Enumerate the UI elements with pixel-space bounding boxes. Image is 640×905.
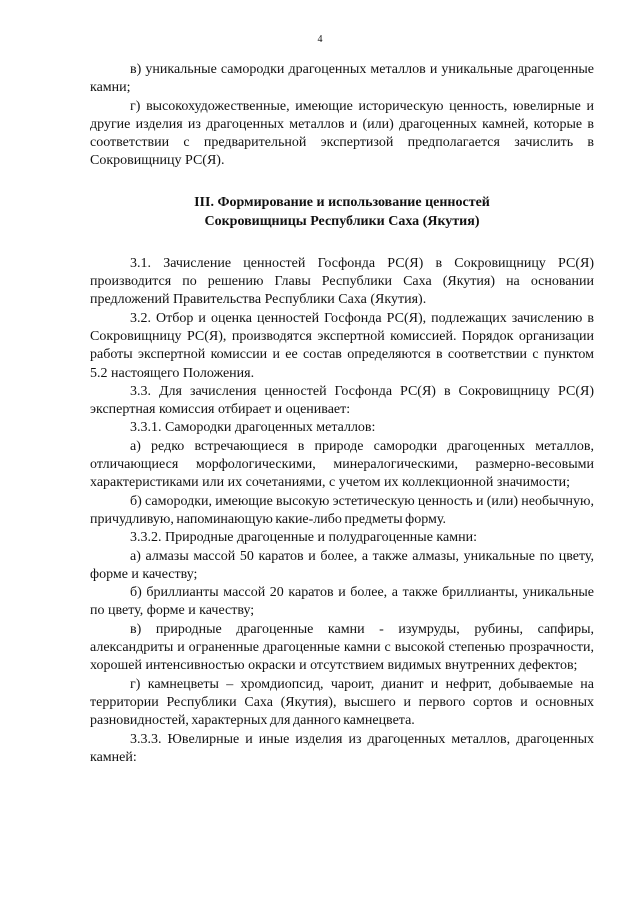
section-title-line-2: Сокровищницы Республики Саха (Якутия) xyxy=(204,213,480,229)
paragraph-3-2: 3.2. Отбор и оценка ценностей Госфонда РС(Я), подлежащих зачислению в Сокровищницу РС(Я), производятся экспертной комиссией. Порядок организации работы экспертной комиссии и ее состав определяются в соответствии с пунктом 5.2 настоящего Положения. xyxy=(90,310,594,381)
page-number: 4 xyxy=(317,34,323,45)
paragraph-3-1: 3.1. Зачисление ценностей Госфонда РС(Я) в Сокровищницу РС(Я) производится по решению Главы Республики Саха (Якутия) на основании предложений Правительства Республики Саха (Якутия). xyxy=(90,255,594,308)
paragraph-3-3-3: 3.3.3. Ювелирные и иные изделия из драгоценных металлов, драгоценных камней: xyxy=(90,731,594,765)
paragraph-3-3-1-b: б) самородки, имеющие высокую эстетическую ценность и (или) необычную, причудливую, напоминающую какие-либо предметы форму. xyxy=(90,493,594,527)
paragraph-3-3-2-g: г) камнецветы – хромдиопсид, чароит, дианит и нефрит, добываемые на территории Республики Саха (Якутия), высшего и первого сортов и основных разновидностей, характерных для данного камнецвета. xyxy=(90,676,594,729)
paragraph-3-3: 3.3. Для зачисления ценностей Госфонда РС(Я) в Сокровищницу РС(Я) экспертная комиссия отбирает и оценивает: xyxy=(90,383,594,418)
paragraph-3-3-2-b: б) бриллианты массой 20 каратов и более, а также бриллианты, уникальные по цвету, форме и качеству; xyxy=(90,585,594,619)
paragraph-3-3-2: 3.3.2. Природные драгоценные и полудрагоценные камни: xyxy=(130,530,477,546)
paragraph-3-3-2-a: а) алмазы массой 50 каратов и более, а также алмазы, уникальные по цвету, форме и качеству; xyxy=(90,548,594,582)
paragraph-intro-v: в) уникальные самородки драгоценных металлов и уникальные драгоценные камни; xyxy=(90,62,594,96)
document-body xyxy=(90,61,594,767)
section-title xyxy=(90,193,594,231)
paragraph-3-3-1-a: а) редко встречающиеся в природе самородки драгоценных металлов, отличающиеся морфологическими, минералогическими, размерно-весовыми характеристиками или их сочетаниями, с учетом их коллекционной значимости; xyxy=(90,438,594,491)
section-title-line-1: III. Формирование и использование ценностей xyxy=(194,194,490,210)
paragraph-3-3-2-v: в) природные драгоценные камни - изумруды, рубины, сапфиры, александриты и ограненные драгоценные камни с высокой степенью прозрачности, хорошей интенсивностью окраски и отсутствием видимых внутренних дефектов; xyxy=(90,621,594,674)
paragraph-3-3-1: 3.3.1. Самородки драгоценных металлов: xyxy=(130,420,376,436)
paragraph-intro-g: г) высокохудожественные, имеющие историческую ценность, ювелирные и другие изделия из драгоценных металлов и (или) драгоценных камней, которые в соответствии с предварительной экспертизой предполагается зачислить в Сокровищницу РС(Я). xyxy=(90,98,594,169)
